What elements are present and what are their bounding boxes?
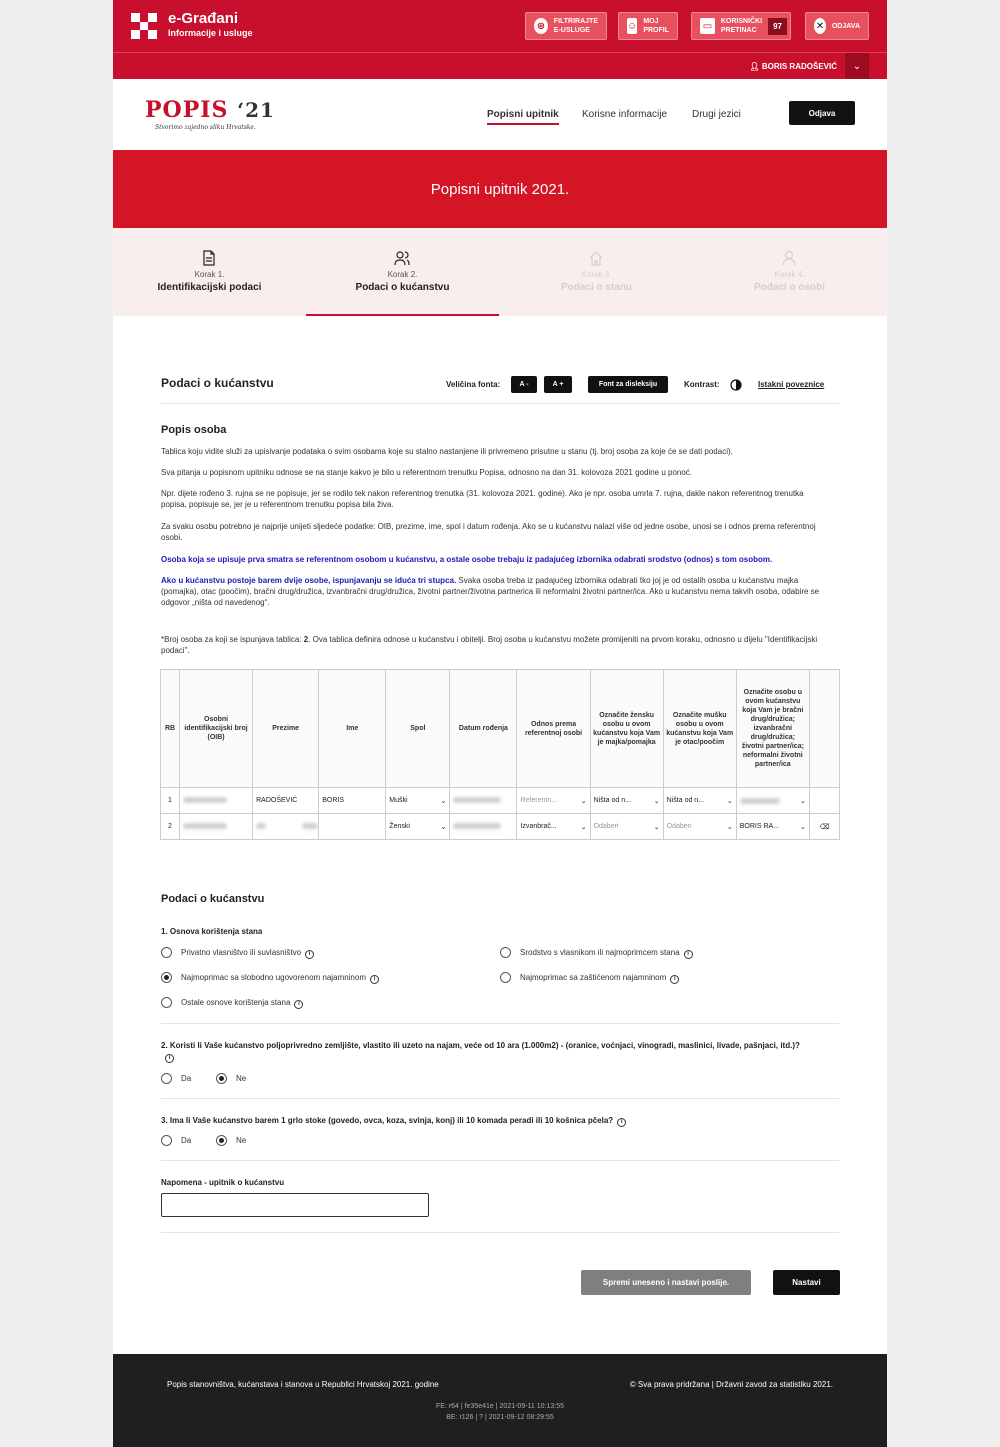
footer: [113, 1354, 887, 1447]
eraser-icon[interactable]: ⌫: [809, 814, 839, 840]
th-father: Označite mušku osobu u ovom kućanstvu koja Vam je otac/poočim: [663, 670, 736, 788]
q1-option-2-radio[interactable]: [500, 947, 511, 958]
user-icon: [781, 250, 797, 266]
user-icon: 👤︎: [749, 62, 762, 71]
father-value: Odaberi: [666, 823, 692, 830]
spouse-value: BORIS RA...: [739, 823, 780, 830]
q1-option-3-radio[interactable]: [161, 972, 172, 983]
q1-option-1-radio[interactable]: [161, 947, 172, 958]
mother-select[interactable]: [590, 814, 663, 840]
persons-table: [160, 669, 840, 840]
dyslexia-font-button[interactable]: Font za disleksiju: [588, 376, 668, 393]
q1-option-1-label: Privatno vlasništvo ili suvlasništvo: [181, 948, 302, 957]
sex-value: Ženski: [389, 823, 410, 830]
highlight-links-toggle[interactable]: Istakni poveznice: [758, 380, 825, 389]
th-actions: [809, 670, 839, 788]
q2-label: [161, 1040, 811, 1063]
step-3: [500, 228, 693, 316]
nav-popisni-upitnik[interactable]: Popisni upitnik: [487, 109, 559, 125]
brand-title: e-Građani: [168, 10, 239, 27]
q1-option-4[interactable]: [520, 973, 679, 984]
birthdate-cell[interactable]: [450, 788, 517, 814]
nav-drugi-jezici[interactable]: Drugi jezici: [692, 109, 741, 120]
q1-label: 1. Osnova korištenja stana: [161, 927, 263, 936]
th-mother: Označite žensku osobu u ovom kućanstvu koja Vam je majka/pomajka: [590, 670, 663, 788]
brand[interactable]: [168, 10, 253, 38]
spouse-select[interactable]: [736, 814, 809, 840]
birthdate-cell[interactable]: [450, 814, 517, 840]
q3-yes-label[interactable]: Da: [181, 1136, 192, 1145]
note-label: Napomena - upitnik o kućanstvu: [161, 1178, 285, 1187]
info-icon[interactable]: i: [617, 1118, 626, 1127]
top-logout-label: ODJAVA: [831, 22, 860, 30]
sex-select[interactable]: [386, 814, 450, 840]
document-icon: [201, 250, 217, 266]
chevron-down-icon: ⌄: [799, 797, 806, 805]
step-2-title: Podaci o kućanstvu: [355, 282, 450, 293]
chevron-down-icon: ⌄: [580, 797, 587, 805]
q3-label: [161, 1115, 626, 1127]
th-relation: Odnos prema referentnoj osobi: [517, 670, 590, 788]
chevron-down-icon: ⌄: [653, 823, 660, 831]
q1-option-5-label: Ostale osnove korištenja stana: [181, 998, 291, 1007]
q1-option-2[interactable]: [520, 948, 693, 959]
profile-label-2: PROFIL: [643, 27, 669, 34]
chevron-down-icon: ⌄: [799, 823, 806, 831]
step-4-number: Korak 4.: [774, 270, 805, 279]
q2-yes-radio[interactable]: [161, 1073, 172, 1084]
mother-select[interactable]: [590, 788, 663, 814]
q2-no-label[interactable]: Ne: [236, 1074, 247, 1083]
father-select[interactable]: [663, 788, 736, 814]
page-banner: Popisni upitnik 2021.: [113, 150, 887, 228]
persons-paragraph-1: Tablica koju vidite služi za upisivanje podataka o svim osobama koje su stalno nastanjene ili privremeno prisutne u stanu (tj. broj osoba za koje će se dati podaci).: [161, 447, 733, 456]
inbox-label-1: KORISNIČKI: [720, 18, 763, 25]
q1-option-1[interactable]: [181, 948, 314, 959]
chevron-down-icon: ⌄: [653, 797, 660, 805]
step-1[interactable]: [113, 228, 306, 316]
redacted-spouse: [740, 798, 780, 804]
q2-yes-label[interactable]: Da: [181, 1074, 192, 1083]
row-rb: 2: [161, 814, 180, 840]
chevron-down-icon: ⌄: [440, 797, 447, 805]
persons-count-note: [161, 634, 821, 656]
oib-cell[interactable]: [180, 814, 253, 840]
info-icon[interactable]: i: [294, 1000, 303, 1009]
persons-paragraph-4: Za svaku osobu potrebno je najprije unijeti sljedeće podatke: OIB, prezime, ime, spol i datum rođenja. Ako se u kućanstvu nalazi više od jedne osobe, unosi se i odnos prema referentnoj osobi.: [161, 522, 816, 542]
inbox-label-2: PRETINAC: [720, 27, 757, 34]
row-actions: [809, 788, 839, 814]
step-3-number: Korak 3.: [581, 270, 612, 279]
th-name: Ime: [319, 670, 386, 788]
th-spouse: Označite osobu u ovom kućanstvu koja Vam je bračni drug/družica; izvanbračni drug/družica; životni partner/ica; neformalni životni partner/ica: [736, 670, 809, 788]
step-1-title: Identifikacijski podaci: [157, 282, 262, 293]
relation-value: Referentn...: [520, 797, 558, 804]
q3-yes-radio[interactable]: [161, 1135, 172, 1146]
step-2-number: Korak 2.: [387, 270, 418, 279]
filter-icon: ⊛: [534, 18, 548, 34]
profile-icon: ☺: [627, 18, 637, 34]
info-icon[interactable]: i: [165, 1054, 174, 1063]
user-bar: [113, 52, 887, 79]
save-and-continue-later-button[interactable]: Spremi uneseno i nastavi poslije.: [581, 1270, 751, 1295]
q1-option-3[interactable]: [181, 973, 379, 984]
popis-logo-text: POPIS: [145, 97, 229, 123]
popis-logo[interactable]: [145, 97, 275, 123]
home-icon: [588, 250, 604, 266]
q1-option-5-radio[interactable]: [161, 997, 172, 1008]
table-row: [161, 788, 840, 814]
relation-value: Izvanbrač...: [520, 823, 557, 830]
popis-tagline: Stvorimo zajedno sliku Hrvatske.: [155, 124, 256, 131]
my-profile-button[interactable]: [618, 12, 678, 40]
divider: [161, 1098, 839, 1099]
step-4-title: Podaci o osobi: [753, 282, 826, 293]
q1-option-4-label: Najmoprimac sa zaštićenom najamninom: [520, 973, 667, 982]
q3-no-radio[interactable]: [216, 1135, 227, 1146]
users-icon: [394, 250, 410, 266]
persons-note-a: *Broj osoba za koji se ispunjava tablica:: [161, 635, 304, 644]
table-header-row: [161, 670, 840, 788]
next-button[interactable]: Nastavi: [773, 1270, 840, 1295]
persons-paragraph-3: Npr. dijete rođeno 3. rujna se ne popisuje, jer se rodilo tek nakon referentnog trenutka (31. kolovoza 2021. godine). Ako je npr. osoba umrla 7. rujna, dakle nakon referentnog trenutka popisa, popisuje se, jer je u referentnom trenutku popisa bila živa.: [161, 489, 804, 509]
persons-count: 2: [303, 635, 309, 644]
q3-text: 3. Ima li Vaše kućanstvo barem 1 grlo stoke (govedo, ovca, koza, svinja, konj) ili 10 komada peradi ili 10 košnica pčela?: [161, 1116, 614, 1125]
spouse-select[interactable]: [736, 788, 809, 814]
info-icon[interactable]: i: [670, 975, 679, 984]
chevron-down-icon: ⌄: [726, 823, 733, 831]
chevron-down-icon[interactable]: ⌄: [845, 53, 869, 79]
th-surname: Prezime: [253, 670, 319, 788]
logout-button[interactable]: Odjava: [789, 101, 855, 125]
info-icon[interactable]: i: [684, 950, 693, 959]
redacted-surname: [256, 823, 266, 829]
footer-right: © Sva prava pridržana | Državni zavod za statistiku 2021.: [629, 1380, 833, 1389]
step-3-title: Podaci o stanu: [560, 282, 633, 293]
sex-value: Muški: [389, 797, 408, 804]
q2-no-radio[interactable]: [216, 1073, 227, 1084]
close-icon: ✕: [814, 18, 826, 34]
th-rb: RB: [161, 670, 180, 788]
redacted-name: [302, 823, 318, 829]
q3-no-label[interactable]: Ne: [236, 1136, 247, 1145]
footer-fe-version: FE: r64 | fe35e41e | 2021-09-11 10:13:55: [435, 1403, 565, 1410]
filter-services-button[interactable]: [525, 12, 607, 40]
font-increase-button[interactable]: A +: [544, 376, 572, 393]
relation-select[interactable]: [517, 814, 590, 840]
persons-paragraph-6: [161, 575, 821, 608]
brand-subtitle: Informacije i usluge: [168, 28, 253, 38]
user-menu[interactable]: [749, 62, 837, 71]
redacted-oib: [183, 797, 227, 803]
egradjani-topbar: [113, 0, 887, 52]
oib-cell[interactable]: [180, 788, 253, 814]
filter-label-2: E-USLUGE: [553, 27, 590, 34]
th-oib: Osobni identifikacijski broj (OIB): [180, 670, 253, 788]
redacted-oib: [183, 823, 227, 829]
q1-option-2-label: Srodstvo s vlasnikom ili najmoprimcem stana: [520, 948, 680, 957]
redacted-birthdate: [453, 797, 501, 803]
table-row: [161, 814, 840, 840]
croatian-checker-logo: [131, 13, 157, 39]
sex-select[interactable]: [386, 788, 450, 814]
inbox-count-badge: 97: [768, 18, 787, 35]
footer-be-version: BE: r126 | ? | 2021-09-12 08:29:55: [446, 1414, 554, 1421]
profile-label-1: MOJ: [643, 18, 659, 25]
surname-cell[interactable]: RADOŠEVIĆ: [253, 788, 319, 814]
top-logout-button[interactable]: [805, 12, 869, 40]
main-content: [113, 316, 887, 1354]
persons-paragraph-5: Osoba koja se upisuje prva smatra se referentnom osobom u kućanstvu, a ostale osobe trebaju iz padajućeg izbornika odabrati srodstvo (odnos) s tom osobom.: [161, 555, 773, 564]
q1-option-4-radio[interactable]: [500, 972, 511, 983]
font-decrease-button[interactable]: A -: [511, 376, 537, 393]
household-note-input[interactable]: [161, 1193, 429, 1217]
footer-versions: [113, 1401, 887, 1423]
footer-left: Popis stanovništva, kućanstava i stanova u Republici Hrvatskoj 2021. godine: [167, 1380, 439, 1389]
q1-option-5[interactable]: [181, 998, 303, 1009]
stepper: [113, 228, 887, 316]
persons-title: Popis osoba: [161, 424, 227, 436]
father-value: Ništa od n...: [666, 797, 705, 804]
divider: [161, 1160, 839, 1161]
chevron-down-icon: ⌄: [580, 823, 587, 831]
step-4: [693, 228, 886, 316]
user-name: BORIS RADOŠEVIĆ: [761, 62, 837, 71]
mother-value: Ništa od n...: [593, 797, 631, 804]
filter-label-1: FILTRIRAJTE: [553, 18, 598, 25]
font-size-label: Veličina fonta:: [446, 380, 501, 389]
inbox-icon: ▭: [700, 18, 715, 34]
section-title: Podaci o kućanstvu: [161, 376, 274, 390]
q1-option-3-label: Najmoprimac sa slobodno ugovorenom najamninom: [181, 973, 366, 982]
relation-select[interactable]: [517, 788, 590, 814]
name-cell[interactable]: [319, 814, 386, 840]
divider: [161, 1232, 839, 1233]
th-birthdate: Datum rođenja: [450, 670, 517, 788]
info-icon[interactable]: i: [370, 975, 379, 984]
q2-text: 2. Koristi li Vaše kućanstvo poljoprivredno zemljište, vlastito ili uzeto na najam, veće od 10 ara (1.000m2) - (oranice, voćnjaci, vinogradi, maslinici, livade, pašnjaci, itd.)?: [161, 1041, 800, 1050]
step-2[interactable]: [306, 228, 499, 316]
divider: [161, 1023, 839, 1024]
mother-value: Odaberi: [593, 823, 619, 830]
father-select[interactable]: [663, 814, 736, 840]
name-cell[interactable]: BORIS: [319, 788, 386, 814]
popis-logo-year: ‘21: [237, 98, 275, 122]
redacted-birthdate: [453, 823, 501, 829]
contrast-icon[interactable]: [730, 379, 742, 391]
info-icon[interactable]: i: [305, 950, 314, 959]
nav-korisne-informacije[interactable]: Korisne informacije: [582, 109, 668, 120]
chevron-down-icon: ⌄: [726, 797, 733, 805]
persons-note-c: . Ova tablica definira odnose u kućanstvu i obitelji. Broj osoba u kućanstvu možete promijeniti na prvom koraku, odnosno u dijelu "Identifikacijski podaci".: [161, 635, 818, 655]
popis-header: [113, 79, 887, 150]
chevron-down-icon: ⌄: [440, 823, 447, 831]
contrast-label: Kontrast:: [684, 380, 720, 389]
persons-paragraph-6-bold: Ako u kućanstvu postoje barem dvije osobe, ispunjavanju se iduća tri stupca.: [161, 576, 457, 585]
divider: [161, 403, 839, 404]
persons-paragraph-6-rest: Svaka osoba treba iz padajućeg izbornika odabrati tko joj je od ostalih osoba u kućanstvu majka (pomajka), otac (poočim), bračni drug/družica, izvanbračni drug/družica, životni partner/životna partnerica ili neformalni životni partner/ica. Ako u kućanstvu nema takvih osoba, odabire se odgovor „ništa od navedenog“.: [161, 576, 820, 607]
step-1-number: Korak 1.: [194, 270, 225, 279]
user-inbox-button[interactable]: [691, 12, 791, 40]
row-rb: 1: [161, 788, 180, 814]
household-title: Podaci o kućanstvu: [161, 893, 265, 905]
th-sex: Spol: [386, 670, 450, 788]
persons-paragraph-2: Sva pitanja u popisnom upitniku odnose se na stanje kakvo je bilo u referentnom trenutku Popisa, odnosno na dan 31. kolovoza 2021 godine u ponoć.: [161, 468, 693, 477]
